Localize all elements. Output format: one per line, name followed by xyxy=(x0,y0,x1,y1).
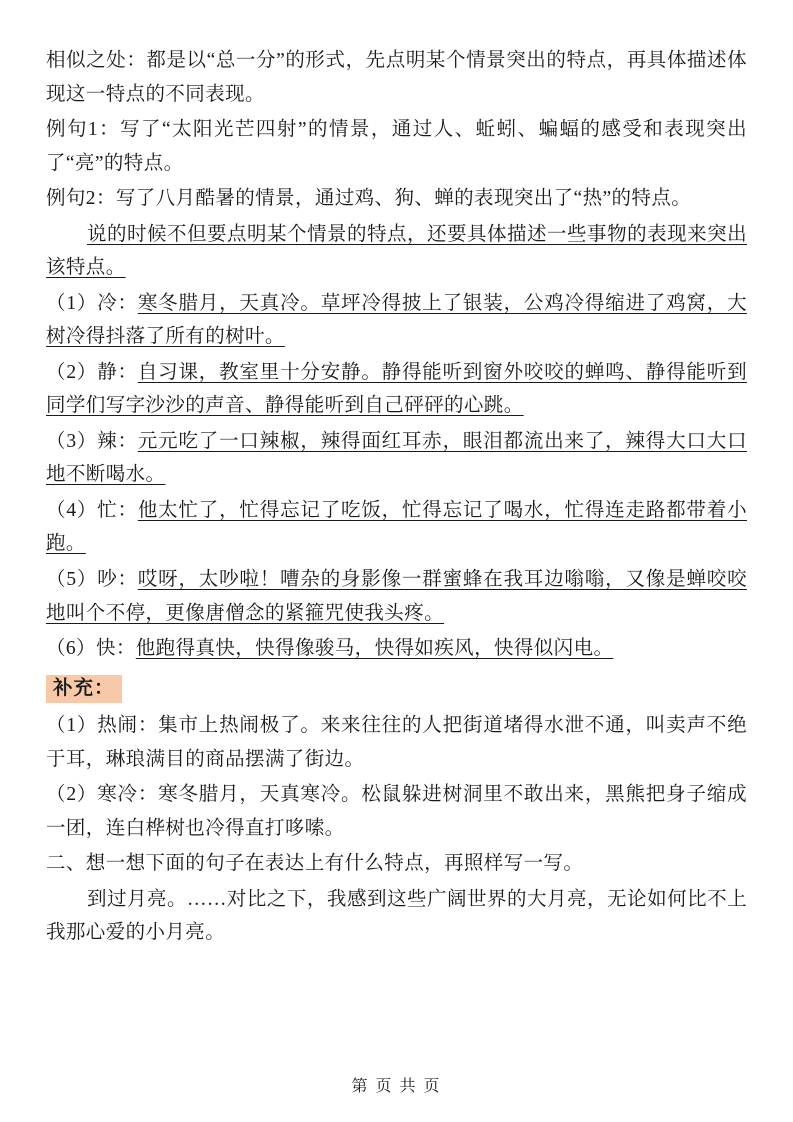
instruction-underlined-text: 说的时候不但要点明某个情景的特点，还要具体描述一些事物的表现来突出该特点。 xyxy=(46,223,747,279)
answer-text-fast: 他跑得真快，快得像骏马，快得如疾风，快得似闪电。 xyxy=(135,638,614,660)
answer-prefix-cold: （1）冷： xyxy=(46,292,138,314)
answer-text-busy: 他太忙了，忙得忘记了吃饭，忙得忘记了喝水，忙得连走路都带着小跑。 xyxy=(46,499,747,555)
paragraph-example-2: 例句2：写了八月酷暑的情景，通过鸡、狗、蝉的表现突出了“热”的特点。 xyxy=(46,188,692,210)
paragraph-question-2: 二、想一想下面的句子在表达上有什么特点，再照样写一写。 xyxy=(46,853,584,875)
supplement-heading: 补充： xyxy=(46,675,122,703)
answer-text-noisy: 哎呀，太吵啦！嘈杂的身影像一群蜜蜂在我耳边嗡嗡，又像是蝉咬咬地叫个不停，更像唐僧念的紧箍咒使我头疼。 xyxy=(46,568,747,624)
paragraph-instruction xyxy=(46,218,747,285)
answer-item-cold xyxy=(46,287,747,354)
answer-item-fast xyxy=(46,632,747,666)
answer-item-busy xyxy=(46,494,747,561)
supplement-heading-row xyxy=(46,672,747,706)
answer-prefix-noisy: （5）吵： xyxy=(46,568,138,590)
answer-prefix-busy: （4）忙： xyxy=(46,499,138,521)
answer-item-spicy xyxy=(46,425,747,492)
answer-prefix-quiet: （2）静： xyxy=(46,361,138,383)
paragraph-similarity: 相似之处：都是以“总一分”的形式，先点明某个情景突出的特点，再具体描述体现这一特点的不同表现。 xyxy=(46,50,747,105)
answer-prefix-spicy: （3）辣： xyxy=(46,430,138,452)
answer-text-spicy: 元元吃了一口辣椒，辣得面红耳赤，眼泪都流出来了，辣得大口大口地不断喝水。 xyxy=(46,430,747,486)
page-footer: 第 页 共 页 xyxy=(351,1078,442,1095)
paragraph-supplement-freezing: （2）寒冷：寒冬腊月，天真寒冷。松鼠躲进树洞里不敢出来，黑熊把身子缩成一团，连白桦树也冷得直打哆嗦。 xyxy=(46,784,747,839)
answer-item-noisy xyxy=(46,563,747,630)
paragraph-example-1: 例句1：写了“太阳光芒四射”的情景，通过人、蚯蚓、蝙蝠的感受和表现突出了“亮”的特点。 xyxy=(46,119,747,174)
answer-text-quiet: 自习课，教室里十分安静。静得能听到窗外咬咬的蝉鸣、静得能听到同学们写字沙沙的声音、静得能听到自己砰砰的心跳。 xyxy=(46,361,747,417)
paragraph-supplement-lively: （1）热闹：集市上热闹极了。来来往往的人把街道堵得水泄不通，叫卖声不绝于耳，琳琅满目的商品摆满了街边。 xyxy=(46,715,747,770)
answer-prefix-fast: （6）快： xyxy=(46,638,136,660)
answer-item-quiet xyxy=(46,356,747,423)
document-body xyxy=(46,44,747,950)
paragraph-quote-moon: 到过月亮。……对比之下，我感到这些广阔世界的大月亮，无论如何比不上我那心爱的小月亮。 xyxy=(46,888,747,944)
answer-text-cold: 寒冬腊月，天真冷。草坪冷得披上了银装，公鸡冷得缩进了鸡窝，大树冷得抖落了所有的树叶。 xyxy=(46,292,747,348)
